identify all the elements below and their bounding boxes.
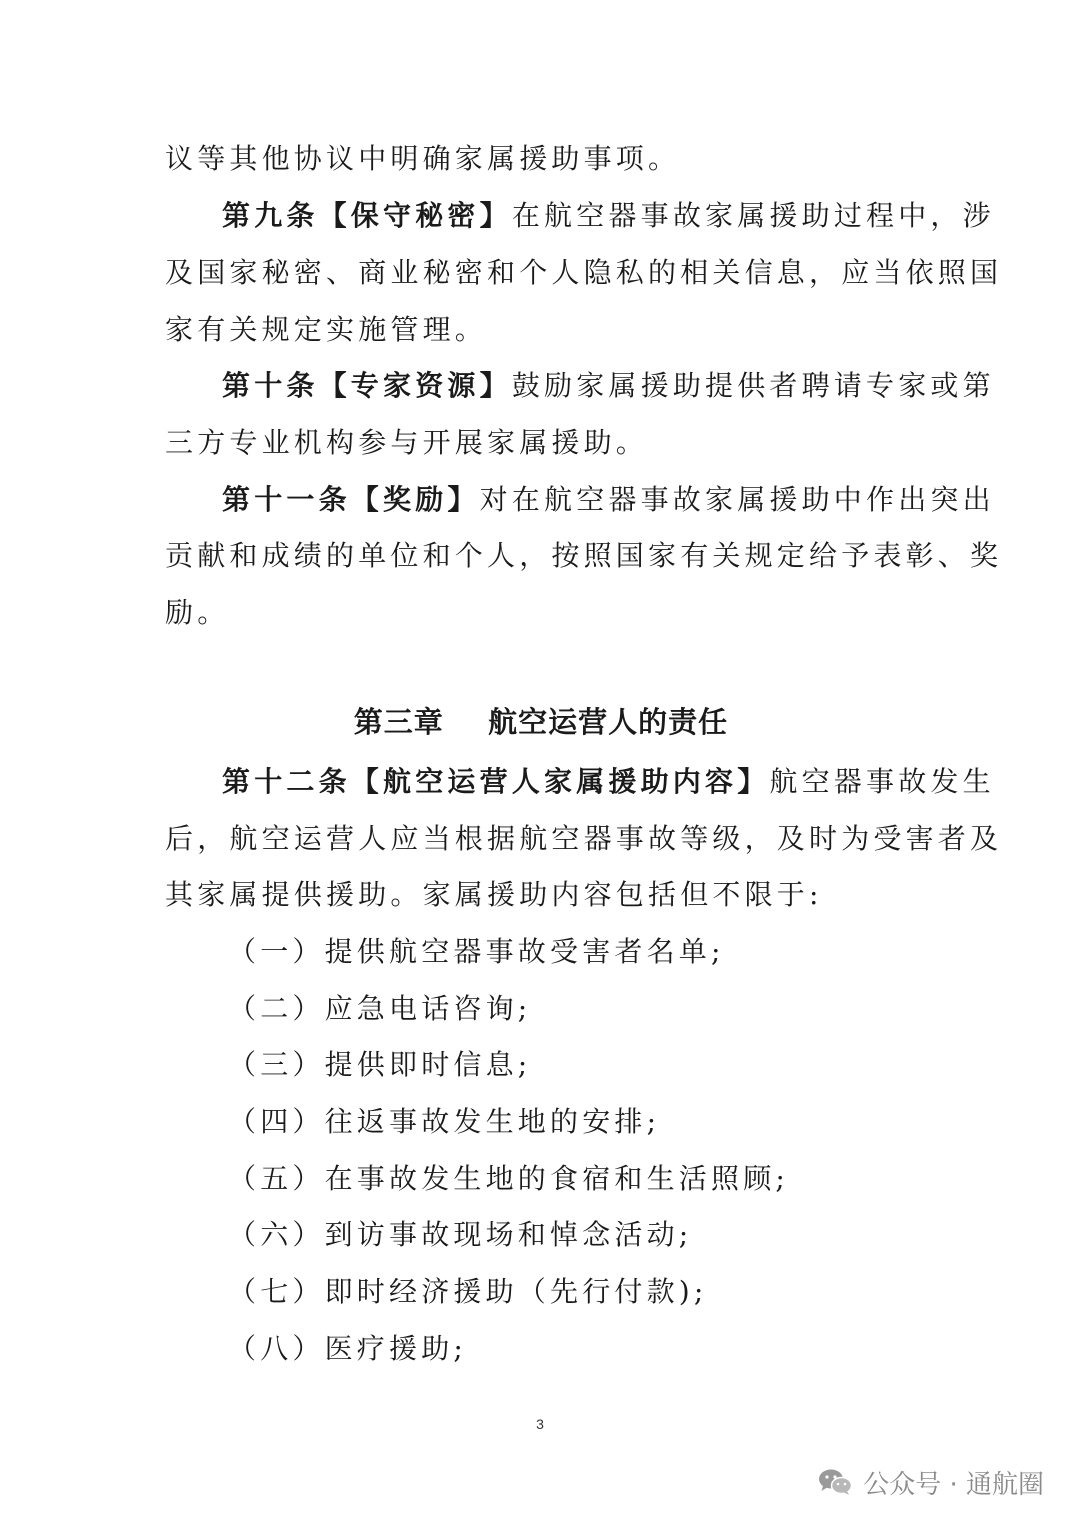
article-10-paragraph xyxy=(222,358,995,414)
article-12-heading: 第十二条【航空运营人家属援助内容】 xyxy=(222,765,770,798)
wechat-icon xyxy=(817,1467,853,1497)
text-line: 贡献和成绩的单位和个人，按照国家有关规定给予表彰、奖 xyxy=(165,539,1003,572)
list-item: （五）在事故发生地的食宿和生活照顾; xyxy=(228,1162,790,1195)
list-item: （四）往返事故发生地的安排; xyxy=(228,1105,661,1138)
list-item: （六）到访事故现场和悼念活动; xyxy=(228,1218,693,1251)
watermark xyxy=(817,1460,1044,1504)
list-item: （八）医疗援助; xyxy=(228,1332,468,1365)
article-12-text: 航空器事故发生 xyxy=(769,765,995,798)
article-10-text: 鼓励家属援助提供者聘请专家或第 xyxy=(511,369,995,402)
page-number: 3 xyxy=(536,1416,544,1432)
article-9-heading: 第九条【保守秘密】 xyxy=(222,199,512,232)
list-item: （一）提供航空器事故受害者名单; xyxy=(228,935,725,968)
list-item: （三）提供即时信息; xyxy=(228,1048,532,1081)
article-10-heading: 第十条【专家资源】 xyxy=(222,369,512,402)
article-11-text: 对在航空器事故家属援助中作出突出 xyxy=(479,483,995,516)
list-item: （二）应急电话咨询; xyxy=(228,992,532,1025)
watermark-text: 公众号 · 通航圈 xyxy=(863,1469,1044,1500)
text-line: 三方专业机构参与开展家属援助。 xyxy=(165,426,649,459)
text-line: 后，航空运营人应当根据航空器事故等级，及时为受害者及 xyxy=(165,822,1003,855)
chapter-heading: 第三章 航空运营人的责任 xyxy=(353,705,729,739)
text-line: 及国家秘密、商业秘密和个人隐私的相关信息，应当依照国 xyxy=(165,256,1003,289)
text-line: 家有关规定实施管理。 xyxy=(165,313,488,346)
text-line: 其家属提供援助。家属援助内容包括但不限于: xyxy=(165,878,823,911)
list-item: （七）即时经济援助（先行付款); xyxy=(228,1275,708,1308)
article-12-paragraph xyxy=(222,754,995,810)
text-line: 议等其他协议中明确家属援助事项。 xyxy=(165,142,681,175)
article-11-heading: 第十一条【奖励】 xyxy=(222,483,480,516)
article-11-paragraph xyxy=(222,472,995,528)
article-9-paragraph xyxy=(222,188,995,244)
article-9-text: 在航空器事故家属援助过程中，涉 xyxy=(511,199,995,232)
text-line: 励。 xyxy=(165,596,230,629)
